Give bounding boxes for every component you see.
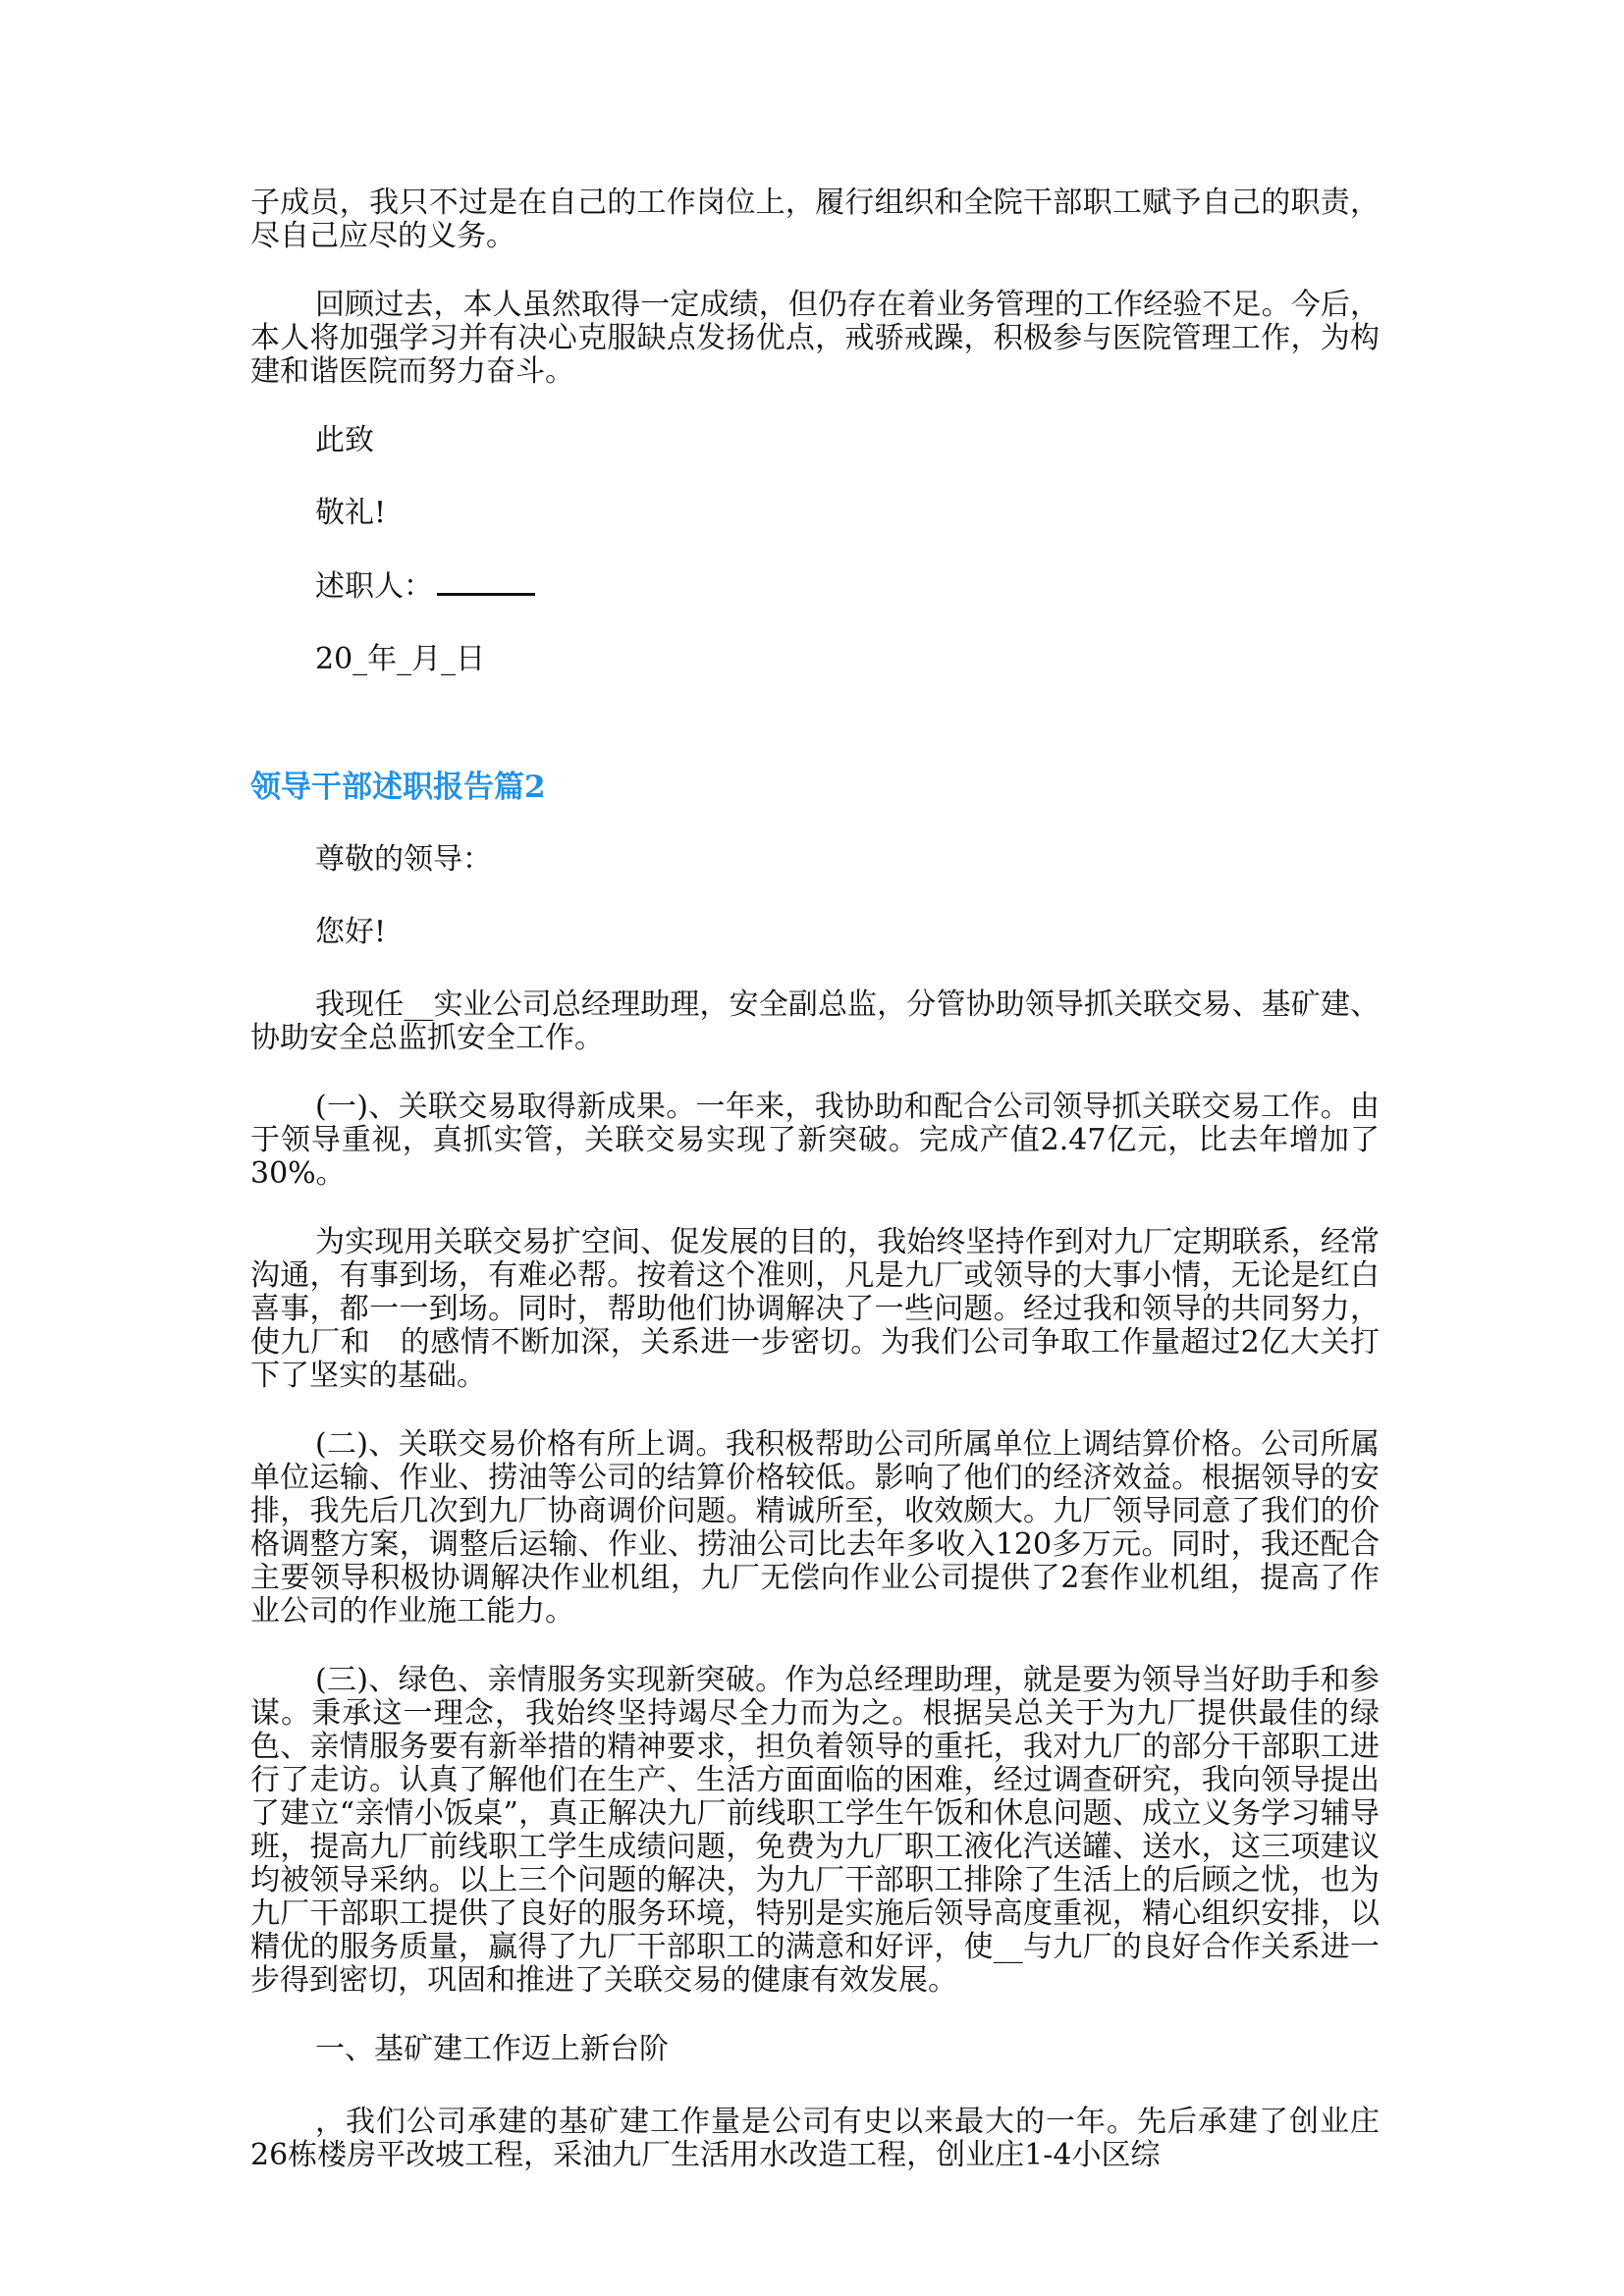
paragraph-review: 回顾过去，本人虽然取得一定成绩，但仍存在着业务管理的工作经验不足。今后，本人将加强学习并有决心克服缺点发扬优点，戒骄戒躁，积极参与医院管理工作，为构建和谐医院而努力奋斗。 <box>250 288 1380 389</box>
closing-salutation: 此致 <box>315 423 374 457</box>
closing-respect: 敬礼! <box>315 496 387 530</box>
paragraph-achievement-3: (三)、绿色、亲情服务实现新突破。作为总经理助理，就是要为领导当好助手和参谋。秉承这一理念，我始终坚持竭尽全力而为之。根据吴总关于为九厂提供最佳的绿色、亲情服务要有新举措的精神要求，担负着领导的重托，我对九厂的部分干部职工进行了走访。认真了解他们在生产、生活方面面临的困难，经过调查研究，我向领导提出了建立“亲情小饭桌”，真正解决九厂前线职工学生午饭和休息问题、成立义务学习辅导班，提高九厂前线职工学生成绩问题，免费为九厂职工液化汽送罐、送水，这三项建议均被领导采纳。以上三个问题的解决，为九厂干部职工排除了生活上的后顾之忧，也为九厂干部职工提供了良好的服务环境，特别是实施后领导高度重视，精心组织安排，以精优的服务质量，赢得了九厂干部职工的满意和好评，使__与九厂的良好合作关系进一步得到密切，巩固和推进了关联交易的健康有效发展。 <box>250 1663 1380 1998</box>
section-title: 领导干部述职报告篇2 <box>250 770 546 805</box>
paragraph-achievement-2: (二)、关联交易价格有所上调。我积极帮助公司所属单位上调结算价格。公司所属单位运输、作业、捞油等公司的结算价格较低。影响了他们的经济效益。根据领导的安排，我先后几次到九厂协商调价问题。精诚所至，收效颇大。九厂领导同意了我们的价格调整方案，调整后运输、作业、捞油公司比去年多收入120多万元。同时，我还配合主要领导积极协调解决作业机组，九厂无偿向作业公司提供了2套作业机组，提高了作业公司的作业施工能力。 <box>250 1427 1380 1629</box>
paragraph-construction: ，我们公司承建的基矿建工作量是公司有史以来最大的一年。先后承建了创业庄26栋楼房平改坡工程，采油九厂生活用水改造工程，创业庄1-4小区综 <box>250 2105 1380 2172</box>
paragraph-position: 我现任__实业公司总经理助理，安全副总监，分管协助领导抓关联交易、基矿建、协助安全总监抓安全工作。 <box>250 988 1380 1055</box>
paragraph-continuation: 子成员，我只不过是在自己的工作岗位上，履行组织和全院干部职工赋予自己的职责，尽自己应尽的义务。 <box>250 186 1380 253</box>
signature-blank <box>437 569 535 596</box>
subheading-construction: 一、基矿建工作迈上新台阶 <box>315 2032 669 2066</box>
document-body <box>250 187 1380 2208</box>
paragraph-relations: 为实现用关联交易扩空间、促发展的目的，我始终坚持作到对九厂定期联系，经常沟通，有事到场，有难必帮。按着这个准则，凡是九厂或领导的大事小情，无论是红白喜事，都一一到场。同时，帮助他们协调解决了一些问题。经过我和领导的共同努力，使九厂和 的感情不断加深，关系进一步密切。为我们公司争取工作量超过2亿大关打下了坚实的基础。 <box>250 1225 1380 1393</box>
signer-label: 述职人： <box>315 569 433 604</box>
paragraph-achievement-1: (一)、关联交易取得新成果。一年来，我协助和配合公司领导抓关联交易工作。由于领导重视，真抓实管，关联交易实现了新突破。完成产值2.47亿元，比去年增加了30%。 <box>250 1090 1380 1191</box>
greeting: 尊敬的领导： <box>315 842 492 877</box>
signer-line <box>250 569 1380 604</box>
hello: 您好! <box>315 915 387 949</box>
closing-date: 20_年_月_日 <box>315 642 486 676</box>
